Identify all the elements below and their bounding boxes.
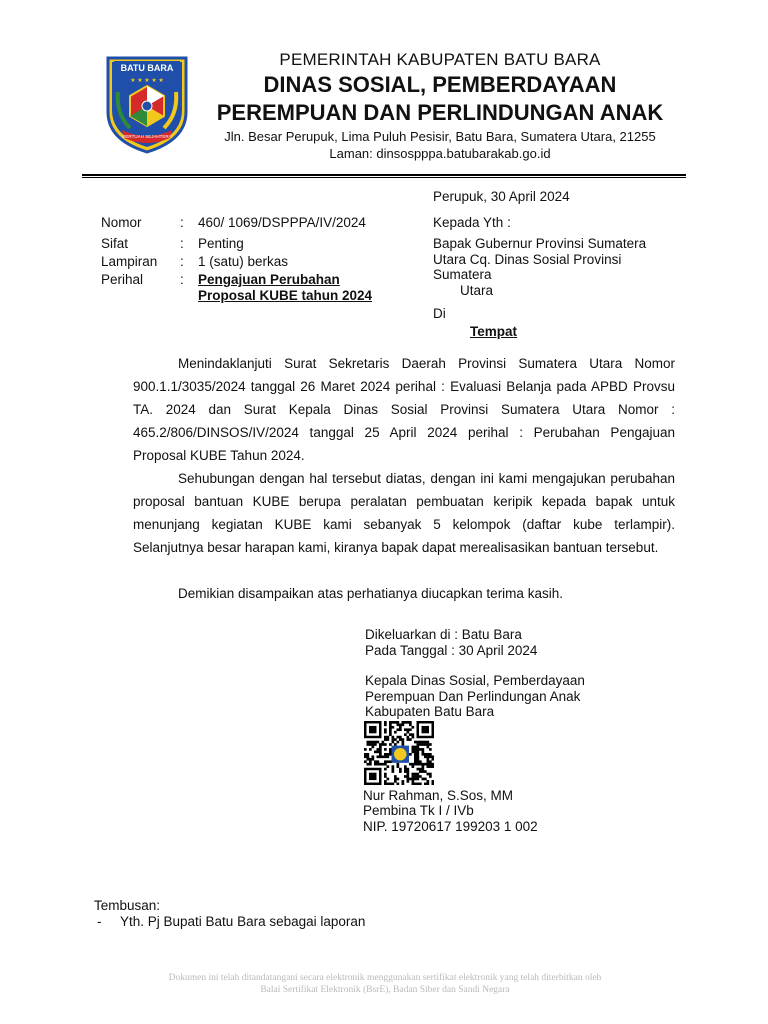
body-paragraph-2: Sehubungan dengan hal tersebut diatas, dengan ini kami mengajukan perubahan proposal bantuan KUBE berupa peralatan pembuatan keripik kepada bapak untuk menunjang kegiatan KUBE kami sebanyak 5 kelompok (daftar kube terlampir). Selanjutnya besar harapan kami, kiranya bapak dapat merealisasikan bantuan tersebut. (133, 471, 675, 555)
meta-value-perihal-line1: Pengajuan Perubahan (198, 272, 340, 287)
agency-address: Jln. Besar Perupuk, Lima Puluh Pesisir, Batu Bara, Sumatera Utara, 21255 (224, 129, 656, 144)
logo-text: BATU BARA (120, 63, 174, 73)
body-paragraph-3: Demikian disampaikan atas perhatianya diucapkan terima kasih. (178, 586, 563, 601)
meta-label-nomor: Nomor (101, 215, 142, 230)
gov-name: PEMERINTAH KABUPATEN BATU BARA (279, 50, 601, 69)
meta-value-sifat: Penting (198, 236, 244, 251)
recipient-tempat: Tempat (470, 324, 518, 339)
place-date: Perupuk, 30 April 2024 (433, 189, 570, 204)
e-signature-notice (150, 972, 620, 996)
meta-value-nomor: 460/ 1069/DSPPPA/IV/2024 (198, 215, 366, 230)
signature-qr-code (364, 721, 434, 785)
signer-title-3: Kabupaten Batu Bara (365, 704, 495, 719)
agency-name-line2: PEREMPUAN DAN PERLINDUNGAN ANAK (216, 100, 664, 125)
cc-item: Yth. Pj Bupati Batu Bara sebagai laporan (120, 914, 366, 929)
meta-value-perihal-line2: Proposal KUBE tahun 2024 (198, 288, 373, 303)
meta-sep: : (180, 272, 184, 287)
signer-nip: NIP. 19720617 199203 1 002 (363, 819, 538, 834)
recipient-di: Di (433, 306, 446, 321)
meta-sep: : (180, 236, 184, 251)
meta-sep: : (180, 254, 184, 269)
meta-label-lampiran: Lampiran (101, 254, 158, 269)
issued-date: Pada Tanggal : 30 April 2024 (365, 643, 538, 658)
issued-at: Dikeluarkan di : Batu Bara (365, 627, 522, 642)
meta-label-perihal: Perihal (101, 272, 144, 287)
logo-ribbon: BERTUAH SEJAHTERA (122, 134, 172, 139)
recipient-to: Kepada Yth : (433, 215, 511, 230)
signer-name: Nur Rahman, S.Sos, MM (363, 788, 514, 803)
signer-title-2: Perempuan Dan Perlindungan Anak (365, 689, 581, 704)
e-signature-notice-line2: Balai Sertifikat Elektronik (BsrE), Badan Siber dan Sandi Negara (260, 985, 510, 995)
regency-logo (104, 52, 190, 154)
svg-text:★ ★ ★ ★ ★: ★ ★ ★ ★ ★ (130, 78, 164, 84)
recipient-line2: Utara Cq. Dinas Sosial Provinsi (433, 252, 622, 267)
body-paragraph-1: Menindaklanjuti Surat Sekretaris Daerah Provinsi Sumatera Utara Nomor 900.1.1/3035/2024 tanggal 26 Maret 2024 perihal : Evaluasi Belanja pada APBD Provsu TA. 2024 dan Surat Kepala Dinas Sosial Provinsi Sumatera Utara Nomor : 465.2/806/DINSOS/IV/2024 tanggal 25 April 2024 perihal : Perubahan Pengajuan Proposal KUBE Tahun 2024. (133, 356, 675, 463)
meta-sep: : (180, 215, 184, 230)
e-signature-notice-line1: Dokumen ini telah ditandatangani secara elektronik menggunakan sertifikat elektronik yang telah diterbitkan oleh (168, 973, 602, 983)
agency-website: Laman: dinsospppa.batubarakab.go.id (329, 146, 551, 161)
signer-rank: Pembina Tk I / IVb (363, 803, 474, 818)
recipient-line3: Sumatera (433, 267, 492, 282)
agency-name-line1: DINAS SOSIAL, PEMBERDAYAAN (263, 72, 617, 97)
cc-label: Tembusan: (94, 898, 161, 913)
meta-value-lampiran: 1 (satu) berkas (198, 254, 289, 269)
header-rule-thick (82, 174, 686, 176)
header-rule-thin (82, 177, 686, 178)
recipient-line4: Utara (460, 283, 494, 298)
recipient-line1: Bapak Gubernur Provinsi Sumatera (433, 236, 647, 251)
cc-dash: - (97, 914, 102, 929)
meta-label-sifat: Sifat (101, 236, 129, 251)
signer-title-1: Kepala Dinas Sosial, Pemberdayaan (365, 673, 585, 688)
